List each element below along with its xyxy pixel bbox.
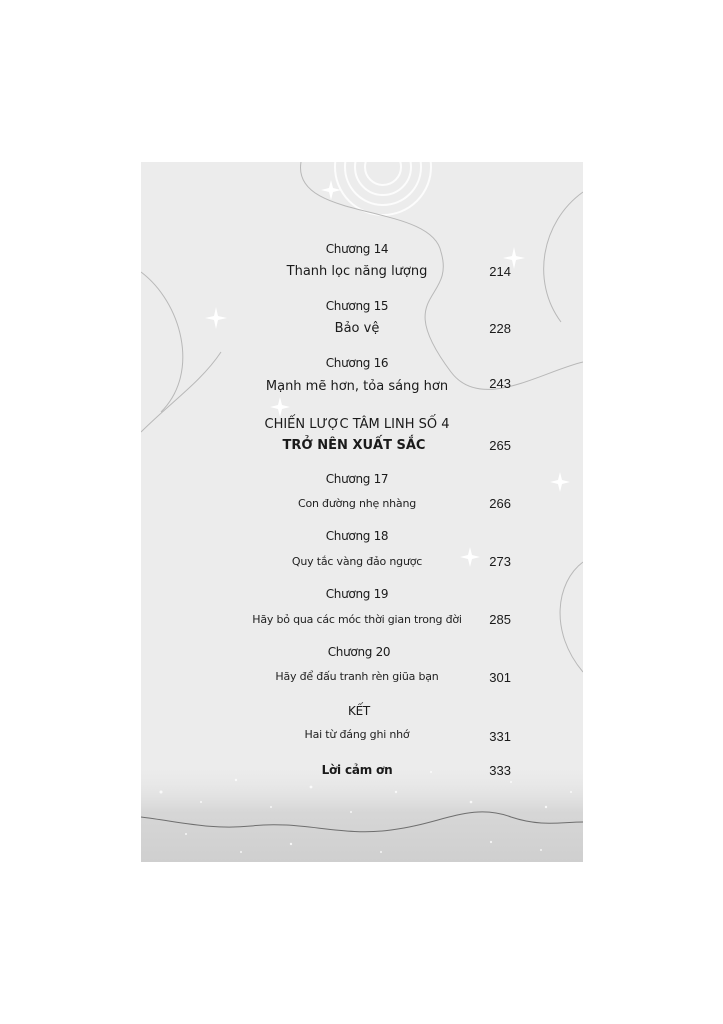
page-number: 266 (489, 496, 511, 511)
table-of-contents (141, 162, 583, 862)
page-number: 333 (489, 763, 511, 778)
chapter-title[interactable]: Bảo vệ (334, 321, 380, 336)
chapter-heading: Chương 18 (325, 529, 389, 543)
page-number: 243 (489, 376, 511, 391)
chapter-heading: KẾT (348, 704, 370, 718)
chapter-title[interactable]: Con đường nhẹ nhàng (297, 497, 417, 510)
chapter-heading: Chương 17 (325, 472, 389, 486)
chapter-title[interactable]: Thanh lọc năng lượng (286, 264, 428, 279)
page-number: 265 (489, 438, 511, 453)
part-heading: CHIẾN LƯỢC TÂM LINH SỐ 4 (264, 417, 450, 432)
chapter-heading: Chương 20 (327, 645, 391, 659)
chapter-heading: Chương 14 (325, 242, 389, 256)
chapter-title[interactable]: Hãy bỏ qua các móc thời gian trong đời (252, 613, 462, 626)
page-number: 301 (489, 670, 511, 685)
chapter-title[interactable]: Mạnh mẽ hơn, tỏa sáng hơn (265, 379, 449, 394)
chapter-title[interactable]: Quy tắc vàng đảo ngược (291, 555, 423, 568)
part-title[interactable]: TRỞ NÊN XUẤT SẮC (282, 438, 426, 453)
page-number: 273 (489, 554, 511, 569)
chapter-title[interactable]: Hãy để đấu tranh rèn giũa bạn (275, 670, 439, 683)
page-number: 331 (489, 729, 511, 744)
page-number: 228 (489, 321, 511, 336)
acknowledgements-title[interactable]: Lời cảm ơn (321, 763, 393, 777)
chapter-heading: Chương 15 (325, 299, 389, 313)
chapter-title[interactable]: Hai từ đáng ghi nhớ (304, 728, 410, 741)
page-number: 214 (489, 264, 511, 279)
page-number: 285 (489, 612, 511, 627)
chapter-heading: Chương 19 (325, 587, 389, 601)
book-page (141, 162, 583, 862)
chapter-heading: Chương 16 (325, 356, 389, 370)
